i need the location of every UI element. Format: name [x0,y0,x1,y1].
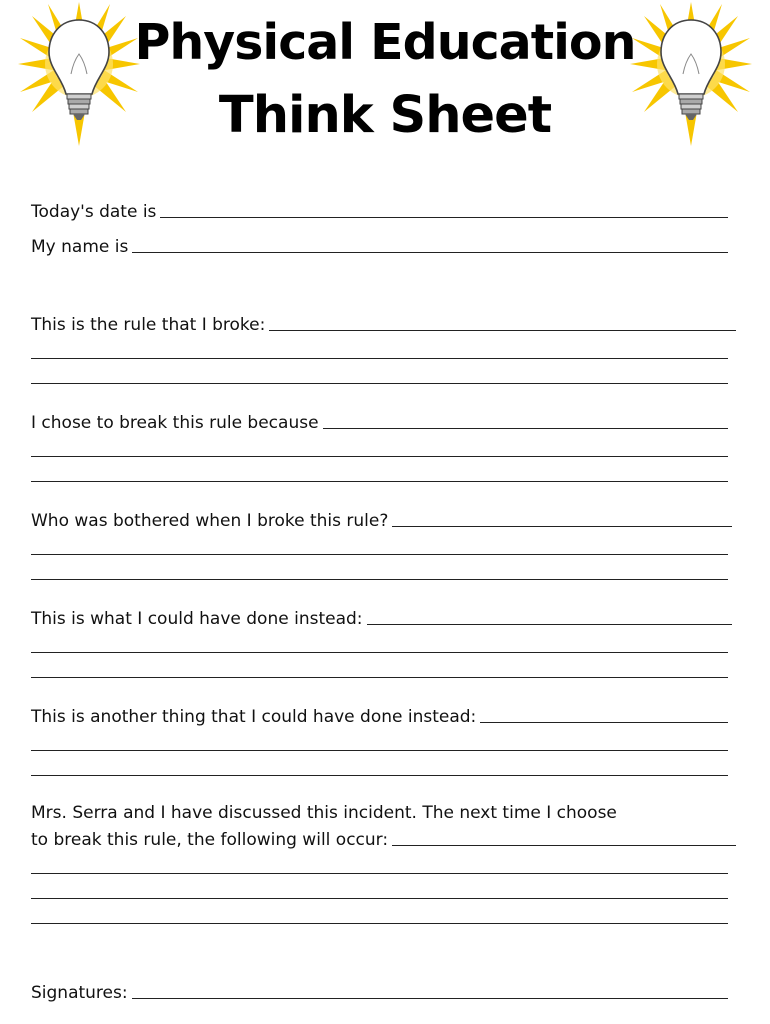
bothered-field[interactable] [392,525,732,527]
instead-label: This is what I could have done instead: [31,609,363,629]
rule-row [31,311,736,335]
consequence-blank-line[interactable] [31,898,728,899]
another-blank-line[interactable] [31,750,728,751]
date-label: Today's date is [31,202,157,222]
name-label: My name is [31,237,129,257]
rule-blank-line[interactable] [31,358,728,359]
consequence-blank-line[interactable] [31,923,728,924]
bothered-label: Who was bothered when I broke this rule? [31,511,389,531]
reason-field[interactable] [323,427,728,429]
date-row [31,198,728,222]
bothered-row [31,507,732,531]
reason-row [31,409,728,433]
discussed-text: Mrs. Serra and I have discussed this incident. The next time I choose [31,803,617,823]
signatures-label: Signatures: [31,983,128,1003]
instead-row [31,605,732,629]
instead-field[interactable] [367,623,732,625]
another-blank-line[interactable] [31,775,728,776]
consequence-field[interactable] [392,844,736,846]
reason-label: I chose to break this rule because [31,413,319,433]
reason-blank-line[interactable] [31,456,728,457]
consequence-blank-line[interactable] [31,873,728,874]
page-title-line-1: Physical Education [134,14,636,71]
rule-field[interactable] [269,329,736,331]
page-title-line-2: Think Sheet [218,86,552,145]
date-field[interactable] [160,216,728,218]
rule-blank-line[interactable] [31,383,728,384]
rule-label: This is the rule that I broke: [31,315,266,335]
reason-blank-line[interactable] [31,481,728,482]
discussed-row [31,826,736,850]
bothered-blank-line[interactable] [31,579,728,580]
bothered-blank-line[interactable] [31,554,728,555]
another-label: This is another thing that I could have done instead: [31,707,477,727]
name-row [31,233,728,257]
instead-blank-line[interactable] [31,652,728,653]
signatures-field[interactable] [132,997,728,999]
signatures-row [31,979,728,1003]
another-field[interactable] [480,721,728,723]
instead-blank-line[interactable] [31,677,728,678]
name-field[interactable] [132,251,728,253]
another-row [31,703,728,727]
discussed-label: to break this rule, the following will occur: [31,830,389,850]
